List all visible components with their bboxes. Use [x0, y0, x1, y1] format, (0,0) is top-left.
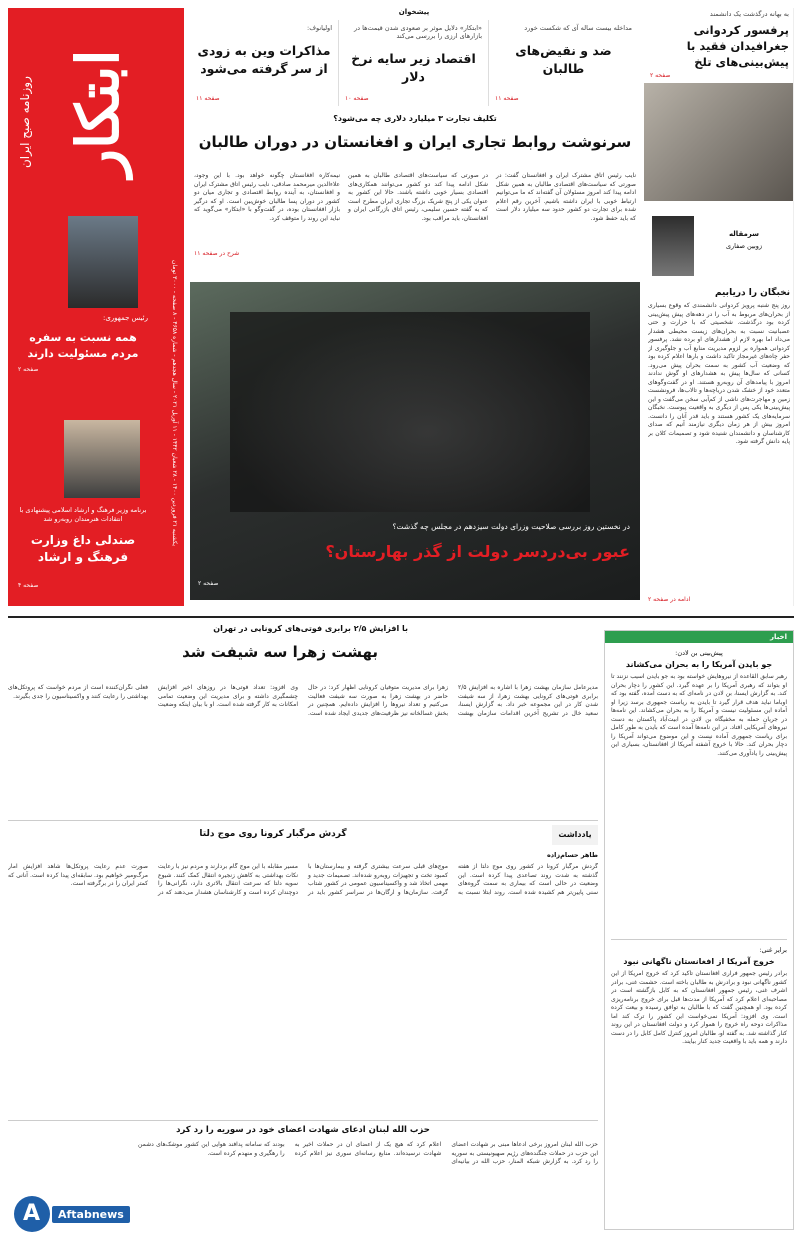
raisi-caption: رئیس جمهوری:: [102, 314, 148, 322]
akhbar-column: [604, 630, 794, 1230]
teaser-headline: اقتصاد زیر سایه نرخ دلار: [351, 51, 476, 84]
teaser-page: صفحه ۱۱: [495, 95, 519, 102]
commentary-author: طاهر حسام‌زاده: [546, 851, 598, 859]
aftabnews-brand: Aftabnews: [52, 1206, 130, 1223]
commentary-title: گردش مرگبار کرونا روی موج دلتا: [199, 829, 347, 839]
teaser-kicker: اولیانوف:: [307, 24, 332, 32]
corona-text: مدیرعامل سازمان بهشت زهرا با اشاره به افزایش ۲/۵ برابری فوتی‌های کرونایی بهشت زهرا، از سه شیفت شدن کار در این مجموعه خبر داد. به گزارش ایسنا، سعید خال در تشریح آخرین اقدامات سازمان بهشت زهرا برای مدیریت متوفیان کرونایی اظهار کرد: در حال حاضر در بهشت زهرا به صورت سه شیفت فعالیت می‌کنیم و تعداد نیروها را افزایش داده‌ایم. همچنین در بخش غسالخانه نیز ظرفیت‌های جدیدی ایجاد شده است. وی افزود: تعداد فوتی‌ها در روزهای اخیر افزایش چشمگیری داشته و برای مدیریت این وضعیت تمامی امکانات به کار گرفته شده است. او با بیان اینکه وضعیت فعلی نگران‌کننده است از مردم خواست که پروتکل‌های بهداشتی را رعایت کنند و واکسیناسیون را جدی بگیرند.: [8, 684, 598, 717]
main-col1: نایب رئیس اتاق مشترک ایران و افغانستان گفت: در صورتی که سیاست‌های اقتصادی طالبان به همین شکل ادامه پیدا کند امروز مسئولان آن گفته‌اند که ما می‌توانیم ارتباط خوبی با ایران داشته باشیم. آخرین رقم اعلام شده برای تجارت دو کشور حدود سه میلیارد دلار است که باید حفظ شود.: [496, 172, 636, 222]
commentary-label: یادداشت: [552, 825, 598, 845]
editorial-label: سرمقاله: [728, 230, 760, 238]
photo-headline: عبور بی‌دردسر دولت از گذر بهارستان؟: [325, 542, 630, 561]
photo-caption: در نخستین روز بررسی صلاحیت وزرای دولت سیزدهم در مجلس چه گذشت؟: [392, 522, 630, 531]
raisi-page: صفحه ۲: [18, 366, 39, 373]
profile-kicker: به بهانه درگذشت یک دانشمند: [709, 10, 789, 18]
profile-title: پرفسور کردوانی جغرافیدان فقید با پیش‌بینی‌های تلخ: [686, 23, 789, 69]
masthead: [8, 8, 184, 606]
akhbar-item2-kicker: برایر غنی:: [759, 946, 787, 954]
issue-line: یکشنبه ۲۱ فروردین ۱۴۰۰ - ۲۸ شعبان ۱۴۴۲ - ۱۱ آوریل ۲۰۲۱ - سال هجدهم - شماره ۴۶۵۸ - ۸ صفحه - ۳۰۰۰ تومان: [171, 259, 178, 546]
minister-page: صفحه ۴: [18, 582, 39, 589]
newspaper-logo: ابتکار: [64, 49, 132, 177]
teaser-taliban[interactable]: [488, 20, 638, 106]
profile-page: صفحه ۲: [650, 72, 671, 79]
teaser-headline: ضد و نقیض‌های طالبان: [515, 43, 612, 76]
hezbollah-text: حزب الله لبنان امروز برخی ادعاها مبنی بر شهادت اعضای این حزب در حملات جنگنده‌های رژیم صهیونیستی به سوریه را رد کرد. به گزارش شبکه المنار، حزب الله در بیانیه‌ای اعلام کرد که هیچ یک از اعضای آن در حملات اخیر به شهادت نرسیده‌اند. منابع رسانه‌ای سوری نیز اعلام کرده بودند که سامانه پدافند هوایی این کشور موشک‌های دشمن را رهگیری و منهدم کرده است.: [138, 1141, 598, 1165]
profile-column: [644, 8, 794, 606]
main-col2: در صورتی که سیاست‌های اقتصادی طالبان به همین شکل ادامه پیدا کند دو کشور می‌توانند همکاری‌های اقتصادی بسیار خوبی داشته باشند. حالا این کشور به عنوان یکی از پنج شریک بزرگ تجاری ایران مطرح است که به گفته حسین سلیمی، رئیس اتاق بازرگانی ایران و افغانستان، باید مراقب بود.: [348, 172, 488, 222]
photo-page: صفحه ۲: [198, 580, 219, 587]
main-kicker: تکلیف تجارت ۳ میلیارد دلاری چه می‌شود؟: [333, 114, 497, 123]
editorial-author: زوبین صفاری: [725, 242, 763, 250]
main-col3: نیمه‌کاره افغانستان چگونه خواهد بود. با این وجود، علاءالدین میرمحمد صادقی، نایب رئیس اتاق مشترک ایران و افغانستان، به آینده روابط اقتصادی و تجاری میان دو کشور در دوران پسا طالبان خوش‌بین است. او که درگیر بازار افغانستان بوده، در گفت‌وگو با «ابتکار» می‌گوید که نباید این روند را متوقف کرد.: [194, 172, 340, 222]
minister-kicker: برنامه وزیر فرهنگ و ارشاد اسلامی پیشنهادی با انتقادات هنرمندان روبه‌رو شد: [19, 506, 147, 523]
teaser-headline: مذاکرات وین به زودی از سر گرفته می‌شود: [197, 43, 331, 76]
commentary: [8, 820, 598, 1116]
editorial-author-photo: [652, 216, 694, 276]
aftabnews-logo-icon: A: [14, 1196, 50, 1232]
teaser-page: صفحه ۱۰: [345, 95, 369, 102]
kordvani-photo: [644, 83, 793, 201]
corona-story: [8, 624, 598, 814]
teaser-economy[interactable]: [338, 20, 488, 106]
main-continue: شرح در صفحه ۱۱: [194, 250, 240, 257]
corona-kicker: با افزایش ۲/۵ برابری فوتی‌های کرونایی در تهران: [213, 624, 408, 633]
main-headline: سرنوشت روابط تجاری ایران و افغانستان در دوران طالبان: [198, 133, 632, 151]
editorial-text: روز پنج شنبه پرویز کردوانی دانشمندی که وقوع بسیاری از بحران‌های مربوط به آب را در دهه‌های پیش پیش‌بینی کرده بود درگذشت. شخصیتی که با حرارت و حتی عصبانیت نسبت به بحران‌های زیست محیطی هشدار می‌داد اما بهره لازم از هشدارهای او برده نشد. پرفسور کردوانی همواره بر لزوم مدیریت منابع آب و جلوگیری از حفر چاه‌های غیرمجاز تاکید داشت و بارها اعلام کرده بود که وضعیت آب کشور به سمت بحران پیش می‌رود. کسانی که سال‌ها پیش به هشدارهای او گوش ندادند امروز با پیامدهای آن روبه‌رو هستند. او در گفت‌وگوهای متعدد خود از خشک شدن دریاچه‌ها و تالاب‌ها، فرونشست زمین و مهاجرت‌های ناشی از کم‌آبی سخن می‌گفت و این پیش‌بینی‌ها یکی پس از دیگری به واقعیت پیوست. نخبگان سرمایه‌های یک کشور هستند و باید قدر آنان را دانست. امروز بیش از هر زمان دیگری نیازمند آنیم که صدای کارشناسان و دانشمندان شنیده شود و تصمیمات کلان بر پایه دانش گرفته شود.: [648, 302, 790, 445]
pishkhan-label: پیشخوان: [398, 8, 430, 16]
section-divider: [8, 616, 794, 618]
teaser-vienna[interactable]: [190, 20, 338, 106]
teaser-kicker: مداخله بیست ساله آی که شکست خورد: [524, 24, 632, 32]
akhbar-item1-title: جو بایدن آمریکا را به بحران می‌کشاند: [625, 660, 773, 669]
raisi-title: همه نسبت به سفره مردم مسئولیت دارند: [27, 331, 139, 360]
teaser-kicker: «ابتکار» دلایل موثر بر صعودی شدن قیمت‌ها در بازارهای ارزی را بررسی می‌کند: [354, 24, 482, 40]
akhbar-label: اخبار: [605, 631, 793, 643]
akhbar-item2-title: خروج آمریکا از افغانستان ناگهانی نبود: [623, 957, 775, 966]
commentary-text: گردش مرگبار کرونا در کشور روی موج دلتا از هفته گذشته به شدت روند تصاعدی پیدا کرده است. این وضعیت در حالی است که بیماری به سمت گروه‌های سنی پایین‌تر هم کشیده شده است. روند ابتلا نسبت به موج‌های قبلی سرعت بیشتری گرفته و بیمارستان‌ها با کمبود تخت و تجهیزات روبه‌رو شده‌اند. تصمیمات جدید و مهمی اتخاذ شد و واکسیناسیون عمومی در کشور شتاب گرفت. سازمان‌ها و ارگان‌ها در سراسر کشور باید در مسیر مقابله با این موج گام بردارند و مردم نیز با رعایت نکات بهداشتی به کاهش زنجیره انتقال کمک کنند. شیوع سویه دلتا که سرعت انتقال بالاتری دارد، نگرانی‌ها را دوچندان کرده است و کارشناسان هشدار می‌دهند که در صورت عدم رعایت پروتکل‌ها شاهد افزایش آمار مرگ‌ومیر خواهیم بود. سابقه‌ای پیدا کرده است. آنانی که کمتر ایران را در برگرفته است.: [8, 863, 598, 896]
hezbollah-title: حزب الله لبنان ادعای شهادت اعضای خود در سوریه را رد کرد: [176, 1125, 430, 1135]
raisi-photo: [68, 216, 138, 308]
parliament-photo: [190, 282, 640, 600]
editorial-title: نخبگان را دریابیم: [714, 288, 790, 298]
akhbar-item1-text: رهبر سابق القاعده از نیروهایش خواسته بود به جو بایدن آسیب نزنند تا او بتواند که رهبری آمریکا را بر عهده گیرد. این کشور را دچار بحران کند. به گزارش ایسنا، بن لادن در نامه‌ای که به دست آمده، گفته بود که اوباما نباید هدف قرار گیرد تا بایدن به ریاست جمهوری برسد زیرا او آماده این مسئولیت نیست و آمریکا را به بحران می‌کشاند. این نامه‌ها در جریان حمله به مخفیگاه بن لادن در ابیت‌آباد پاکستان به دست نیروهای آمریکایی افتاد. در این نامه‌ها آمده است که بایدن به طور کامل برای ریاست جمهوری آماده نیست و این موضوع می‌تواند آمریکا را دچار بحران کند. حالا با خروج آشفته آمریکا از افغانستان، بسیاری این پیش‌بینی را یادآوری می‌کنند.: [611, 673, 787, 757]
akhbar-item2-text: برادر رئیس جمهور فراری افغانستان تاکید کرد که خروج آمریکا از این کشور ناگهانی نبود و برادرش به طالبان باخته است. حشمت غنی، برادر اشرف غنی، رئیس جمهور افغانستان که به کابل بازگشته است در مصاحبه‌ای اعلام کرد که آمریکا از مدت‌ها قبل برای خروج برنامه‌ریزی کرده بود. او همچنین گفت که با طالبان به توافق رسیده و بیعت کرده است. وی افزود: آمریکا نمی‌خواست این کشور را ترک کند اما مذاکرات دوحه راه خروج را هموار کرد و دولت افغانستان در این روند کنار گذاشته شد. به گفته او، طالبان امروز کنترل کامل کابل را در دست دارند و همه باید با واقعیت جدید کنار بیایند.: [611, 970, 787, 1045]
akhbar-item1-kicker: پیش‌بینی بن لادن:: [675, 649, 723, 657]
newspaper-slogan: روزنامه صبح ایران: [18, 76, 32, 168]
teaser-page: صفحه ۱۱: [196, 95, 220, 102]
minister-title: صندلی داغ وزارت فرهنگ و ارشاد: [30, 533, 136, 564]
corona-headline: بهشت زهرا سه شیفت شد: [182, 643, 378, 661]
main-story: [190, 110, 640, 280]
aftabnews-watermark: [14, 1196, 142, 1232]
minister-photo: [64, 420, 140, 498]
editorial-continue: ادامه در صفحه ۲: [648, 596, 691, 603]
